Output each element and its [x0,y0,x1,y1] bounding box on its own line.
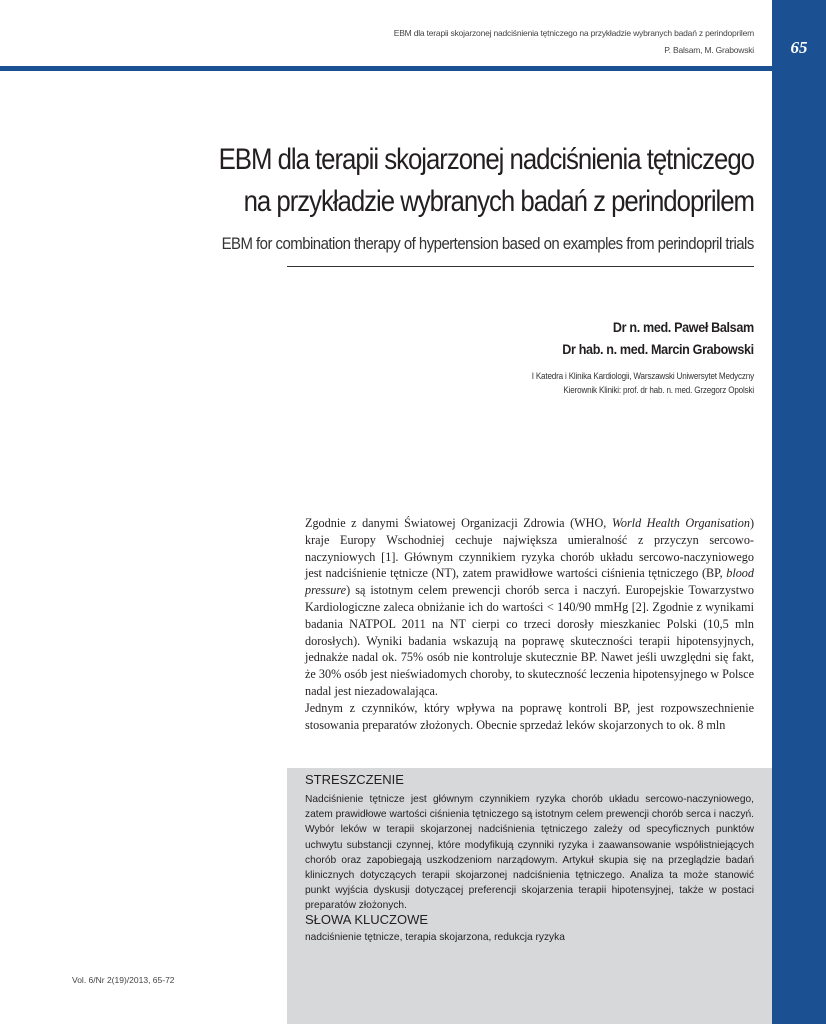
body-text-segment: ) kraje Europy Wschodniej cechuje największa umieralność z przyczyn sercowo-naczyniowych [1]. Głównym czynnikiem ryzyka chorób układu sercowo-naczyniowego jest nadciśnienie tętnicze (NT), zatem prawidłowe wartości ciśnienia tętniczego (BP, [305,516,754,581]
keywords-heading: SŁOWA KLUCZOWE [305,912,429,927]
abstract-text: Nadciśnienie tętnicze jest głównym czynnikiem ryzyka chorób układu sercowo-naczyniowego, zatem prawidłowe wartości ciśnienia tętniczego są istotnym celem prewencji chorób serca i naczyń. Wybór leków w terapii skojarzonej nadciśnienia tętniczego zależy od specyficznych punktów uchwytu substancji czynnej, które modyfikują czynniki ryzyka i zaawansowanie współistniejących chorób oraz zapobiegają uszkodzeniom narządowym. Artykuł skupia się na przeglądzie badań klinicznych dotyczących terapii skojarzonej nadciśnienia tętniczego. Analiza ta może stanowić punkt wyjścia dyskusji dotyczącej preferencji skojarzenia terapii hipotensyjnej, także w postaci preparatów złożonych. [305,794,754,912]
body-text-segment: Zgodnie z danymi Światowej Organizacji Zdrowia (WHO, [305,516,612,530]
running-head-authors: P. Balsam, M. Grabowski [664,45,754,55]
author-1: Dr n. med. Paweł Balsam [613,319,754,335]
header-rule [0,66,772,71]
authors [562,316,754,360]
article-body [305,515,754,733]
body-paragraph-2: Jednym z czynników, który wpływa na poprawę kontroli BP, jest rozpowszechnienie stosowania preparatów złożonych. Obecnie sprzedaż leków skojarzonych to ok. 8 mln [305,700,754,732]
title-line-2: na przykładzie wybranych badań z perindoprilem [243,185,754,218]
body-italic-bp: blood pressure [305,566,754,598]
running-head-title: EBM dla terapii skojarzonej nadciśnienia tętniczego na przykładzie wybranych badań z perindoprilem [393,28,754,38]
keywords-text: nadciśnienie tętnicze, terapia skojarzona, redukcja ryzyka [305,932,565,943]
body-italic-who: World Health Organisation [611,516,750,530]
author-2: Dr hab. n. med. Marcin Grabowski [562,341,754,357]
title-line-1: EBM dla terapii skojarzonej nadciśnienia tętniczego [218,143,754,176]
journal-footer: Vol. 6/Nr 2(19)/2013, 65-72 [72,975,175,985]
body-paragraph-1 [305,515,754,700]
affiliation-line-1: I Katedra i Klinika Kardiologii, Warszawski Uniwersytet Medyczny [531,371,754,381]
page-number: 65 [790,38,808,57]
body-text-segment: ) są istotnym celem prewencji chorób serca i naczyń. Europejskie Towarzystwo Kardiologiczne zaleca obniżanie ich do wartości < 140/90 mmHg [2]. Zgodnie z wynikami badania NATPOL 2011 na NT cierpi co trzeci dorosły mieszkaniec Polski (10,5 mln dorosłych). Wyniki badania wskazują na poprawę skuteczności terapii hipotensyjnych, jednakże nadal ok. 75% osób nie kontroluje skutecznie BP. Nawet jeśli uwzględni się fakt, że 30% osób jest nieświadomych choroby, to skuteczność leczenia hipotensyjnego w Polsce nadal jest niezadowalająca. [305,583,754,698]
affiliation [532,369,754,397]
running-head [394,25,754,59]
article-title-polish [118,139,754,223]
right-margin-bar [772,0,826,1024]
affiliation-line-2: Kierownik Kliniki: prof. dr hab. n. med. Grzegorz Opolski [563,385,754,395]
abstract-heading: STRESZCZENIE [305,772,404,787]
title-divider [287,266,754,267]
article-title-english: EBM for combination therapy of hypertension based on examples from perindopril trials [221,234,754,253]
